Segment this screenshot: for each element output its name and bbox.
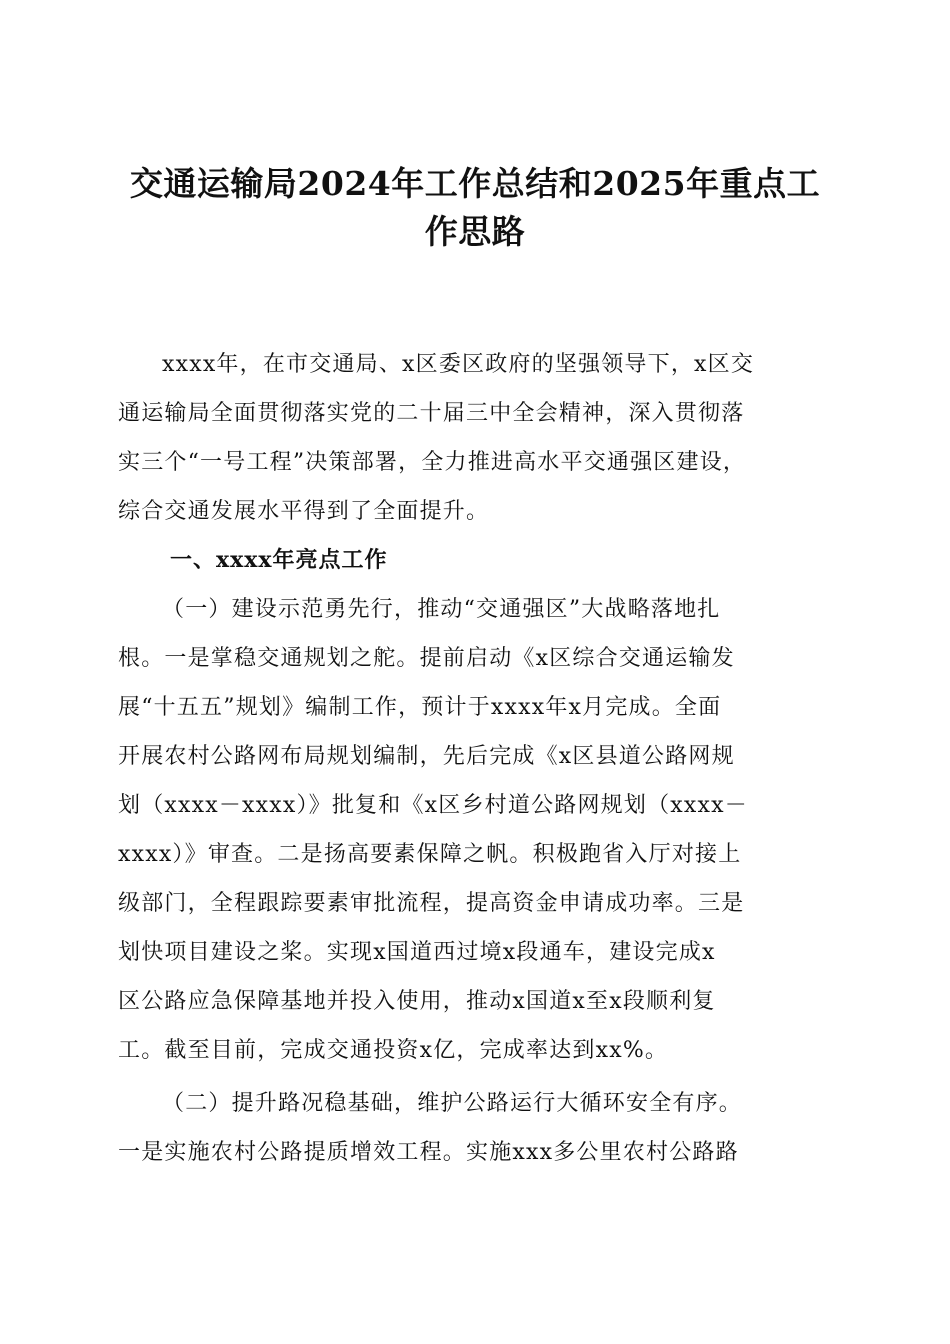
text-line: （一）建设示范勇先行，推动“交通强区”大战略落地扎 <box>162 597 721 622</box>
document-body <box>118 340 833 1177</box>
text-line: xxxx年，在市交通局、x区委区政府的坚强领导下，x区交 <box>162 352 755 377</box>
text-line: 根。一是掌稳交通规划之舵。提前启动《x区综合交通运输发 <box>118 646 735 671</box>
intro-paragraph <box>118 340 833 536</box>
text-line: 工。截至目前，完成交通投资x亿，完成率达到xx%。 <box>118 1038 669 1063</box>
text-line: 划（xxxx－xxxx）》批复和《x区乡村道公路网规划（xxxx－ <box>118 793 748 818</box>
text-line: 开展农村公路网布局规划编制，先后完成《x区县道公路网规 <box>118 744 735 769</box>
text-line: 级部门，全程跟踪要素审批流程，提高资金申请成功率。三是 <box>118 891 745 916</box>
title-line-1: 交通运输局2024年工作总结和2025年重点工 <box>129 164 821 203</box>
text-line: 实三个“一号工程”决策部署，全力推进高水平交通强区建设， <box>118 450 747 475</box>
text-line: 通运输局全面贯彻落实党的二十届三中全会精神，深入贯彻落 <box>118 401 745 426</box>
text-line: 展“十五五”规划》编制工作，预计于xxxx年x月完成。全面 <box>118 695 722 720</box>
text-line: 一是实施农村公路提质增效工程。实施xxx多公里农村公路路 <box>118 1140 739 1165</box>
title-line-2: 作思路 <box>424 212 526 251</box>
text-line: 划快项目建设之桨。实现x国道西过境x段通车，建设完成x <box>118 940 716 965</box>
section-heading: 一、xxxx年亮点工作 <box>170 547 388 573</box>
paragraph-2 <box>118 1079 833 1177</box>
text-line: （二）提升路况稳基础，维护公路运行大循环安全有序。 <box>162 1091 743 1116</box>
document-title <box>110 160 840 256</box>
paragraph-1 <box>118 585 833 1075</box>
text-line: 综合交通发展水平得到了全面提升。 <box>118 499 490 524</box>
text-line: xxxx）》审查。二是扬高要素保障之帆。积极跑省入厅对接上 <box>118 842 742 867</box>
text-line: 区公路应急保障基地并投入使用，推动x国道x至x段顺利复 <box>118 989 716 1014</box>
